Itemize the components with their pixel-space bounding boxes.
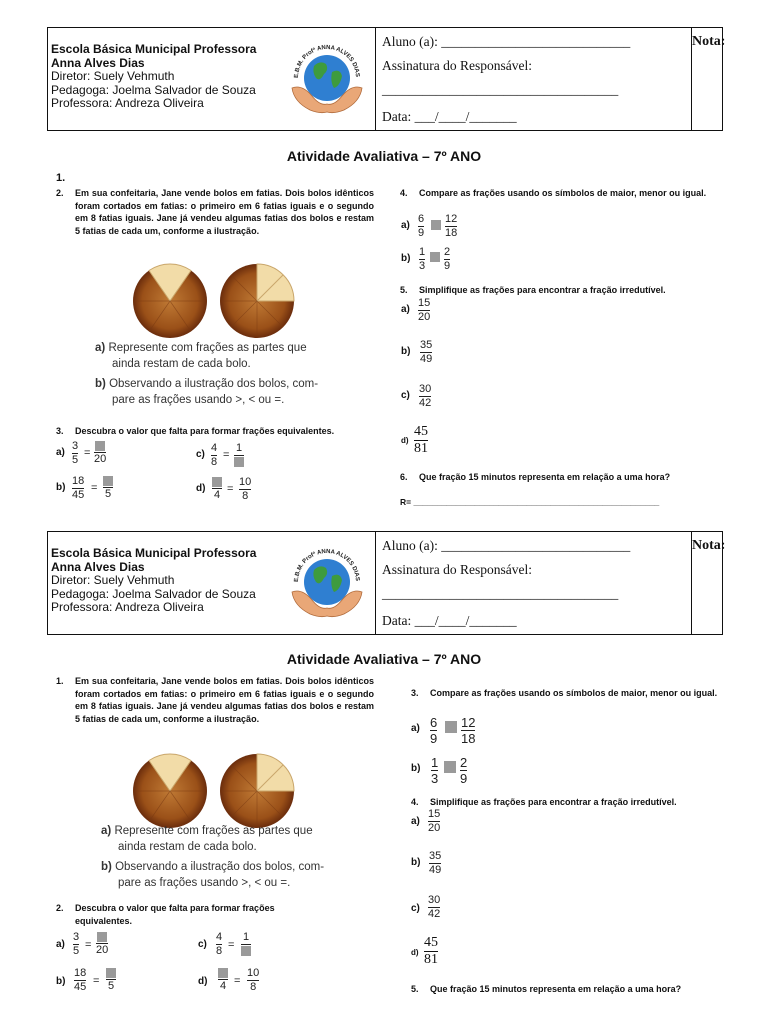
eq-d-label: d) [198,976,208,987]
item-b-text: Observando a ilustração dos bolos, com- [109,378,319,390]
item-b-text-2: pare as frações usando >, < ou =. [112,394,285,406]
school-name-1: Escola Básica Municipal Professora [51,546,257,560]
blank-box[interactable] [234,457,244,467]
student-cell [376,532,692,634]
cmp-b-label: b) [411,763,421,774]
eq-b-label: b) [56,482,66,493]
page-title-2: Atividade Avaliativa – 7º ANO [286,651,482,667]
simp-c-label: c) [411,903,420,914]
equals-sign: = [223,449,230,461]
compare-box[interactable] [431,220,441,230]
item-a-label: a) [95,342,106,354]
pedagogue: Pedagoga: Joelma Salvador de Souza [51,586,256,601]
q-number: 2. [56,903,64,913]
blank-box[interactable] [97,932,107,942]
equals-sign: = [227,483,234,495]
compare-box[interactable] [444,761,456,773]
q-number: 2. [56,188,64,198]
fraction: 15 20 [428,808,441,834]
item-b-label: b) [95,378,106,390]
q-text: Simplifique as frações para encontrar a fração irredutível. [419,285,666,295]
fraction: 2 9 [444,246,451,272]
fraction: 4 8 [216,931,223,957]
school-name-2: Anna Alves Dias [51,55,145,70]
director: Diretor: Suely Vehmuth [51,573,175,588]
item-a-text: Represente com frações as partes que [114,825,313,837]
teacher: Professora: Andreza Oliveira [51,600,204,615]
fraction: 18 45 [74,967,87,993]
item-a-text-2: ainda restam de cada bolo. [112,358,251,370]
fraction: 20 [94,441,106,465]
school-logo [284,36,370,122]
fraction: 20 [96,932,108,956]
student-cell [376,28,692,130]
blank-box[interactable] [103,476,113,486]
blank-box[interactable] [95,441,105,451]
fraction: 1 [234,443,244,467]
q-text: Descubra o valor que falta para formar frações equivalentes. [75,426,335,436]
cmp-a-label: a) [411,723,420,734]
textbook-items-1 [95,340,318,408]
item-b-text: Observando a ilustração dos bolos, com- [115,861,325,873]
fraction: 35 49 [429,850,442,876]
school-info [51,43,256,111]
fraction: 1 3 [419,246,426,272]
q-number: 3. [411,688,419,698]
equals-sign: = [85,939,92,951]
fraction: 5 [103,476,113,500]
q-number: 1. [56,676,64,686]
svg-text:E.B.M. Profª ANNA ALVES DIAS: E.B.M. Profª ANNA ALVES DIAS [293,548,361,583]
school-name-1: Escola Básica Municipal Professora [51,42,257,56]
item-a-label: a) [101,825,112,837]
q-text: Descubra o valor que falta para formar frações equivalentes. [75,903,275,926]
answer-line[interactable]: R= ____________________________________________________ [400,497,660,507]
cmp-b-label: b) [401,253,411,264]
eq-d-label: d) [196,483,206,494]
assinatura-label: Assinatura do Responsável: [382,58,532,73]
simp-b-label: b) [411,857,421,868]
director: Diretor: Suely Vehmuth [51,69,175,84]
school-name-2: Anna Alves Dias [51,559,145,574]
q-text: Compare as frações usando os símbolos de maior, menor ou igual. [430,688,718,698]
item-a-text: Represente com frações as partes que [108,342,307,354]
item-b-text-2: pare as frações usando >, < ou =. [118,877,291,889]
fraction: 4 [218,968,228,992]
compare-box[interactable] [445,721,457,733]
cakes-illustration-2 [132,752,298,830]
equals-sign: = [91,482,98,494]
item-a-text-2: ainda restam de cada bolo. [118,841,257,853]
q-number: 4. [411,797,419,807]
cmp-a-label: a) [401,220,410,231]
fraction: 4 [212,477,222,501]
q-number: 4. [400,188,408,198]
page-title-1: Atividade Avaliativa – 7º ANO [286,148,482,164]
eq-b-label: b) [56,976,66,987]
fraction: 35 49 [420,339,433,365]
fraction: 1 3 [431,755,439,786]
fraction: 3 5 [72,440,79,466]
header-table-2 [47,531,726,635]
q-text: Compare as frações usando os símbolos de maior, menor ou igual. [419,188,707,198]
fraction: 1 [241,932,251,956]
blank-box[interactable] [212,477,222,487]
equals-sign: = [84,447,91,459]
fraction: 10 8 [247,967,260,993]
header-table-1 [47,27,726,131]
simp-c-label: c) [401,390,410,401]
q-number: 5. [411,984,419,994]
fraction: 6 9 [418,213,425,239]
school-cell [48,532,376,634]
fraction: 15 20 [418,297,431,323]
fraction: 10 8 [239,476,252,502]
fraction: 18 45 [72,475,85,501]
blank-box[interactable] [241,946,251,956]
aluno-field[interactable]: Aluno (a): ____________________________ [382,538,631,553]
eq-c-label: c) [198,939,207,950]
fraction: 6 9 [430,715,438,746]
cakes-illustration-1 [132,262,298,340]
simp-d-label: d) [411,948,419,957]
assinatura-field[interactable]: ___________________________________ [382,586,619,601]
compare-box[interactable] [430,252,440,262]
fraction: 12 18 [445,213,458,239]
simp-d-label: d) [401,436,409,445]
nota-label: Nota: [692,34,726,49]
fraction: 3 5 [73,931,80,957]
equals-sign: = [228,939,235,951]
data-field[interactable]: Data: ___/____/_______ [382,109,517,124]
fraction: 30 42 [419,383,432,409]
fraction: 12 18 [461,715,476,746]
eq-a-label: a) [56,939,65,950]
simp-b-label: b) [401,346,411,357]
teacher: Professora: Andreza Oliveira [51,96,204,111]
blank-box[interactable] [106,968,116,978]
nota-label: Nota: [692,538,726,553]
q-text: Simplifique as frações para encontrar a fração irredutível. [430,797,677,807]
fraction: 4 8 [211,442,218,468]
blank-box[interactable] [218,968,228,978]
q-number: 5. [400,285,408,295]
school-info [51,547,256,615]
eq-c-label: c) [196,449,205,460]
fraction: 30 42 [428,894,441,920]
school-cell [48,28,376,130]
simp-a-label: a) [411,816,420,827]
q-number: 3. [56,426,64,436]
aluno-field[interactable]: Aluno (a): ____________________________ [382,34,631,49]
eq-a-label: a) [56,447,65,458]
data-field[interactable]: Data: ___/____/_______ [382,613,517,628]
nota-cell [692,28,726,130]
assinatura-label: Assinatura do Responsável: [382,562,532,577]
fraction: 5 [106,968,116,992]
assinatura-field[interactable]: ___________________________________ [382,82,619,97]
equals-sign: = [234,975,241,987]
textbook-items-2 [101,823,324,891]
q1-number: 1. [56,172,66,184]
q-text: Que fração 15 minutos representa em relação a uma hora? [419,472,671,482]
q-text: Em sua confeitaria, Jane vende bolos em fatias. Dois bolos idênticos foram cortados em fatias: o primeiro em 6 fatias iguais e o segundo em 8 fatias iguais. Jane já vendeu algumas fatias dos bolos e restam 5 fatias de cada um, conforme a ilustração. [75,188,374,236]
q-text: Em sua confeitaria, Jane vende bolos em fatias. Dois bolos idênticos foram cortados em fatias: o primeiro em 6 fatias iguais e o segundo em 8 fatias iguais. Jane já vendeu algumas fatias dos bolos e restam 5 fatias de cada um, conforme a ilustração. [75,676,374,724]
q-number: 6. [400,472,408,482]
school-logo [284,540,370,626]
simp-a-label: a) [401,304,410,315]
pedagogue: Pedagoga: Joelma Salvador de Souza [51,82,256,97]
fraction: 45 81 [424,935,438,967]
fraction: 2 9 [460,755,468,786]
equals-sign: = [93,975,100,987]
nota-cell [692,532,726,634]
fraction: 45 81 [414,424,428,456]
q-text: Que fração 15 minutos representa em relação a uma hora? [430,984,682,994]
item-b-label: b) [101,861,112,873]
svg-text:E.B.M. Profª ANNA ALVES DIAS: E.B.M. Profª ANNA ALVES DIAS [293,44,361,79]
